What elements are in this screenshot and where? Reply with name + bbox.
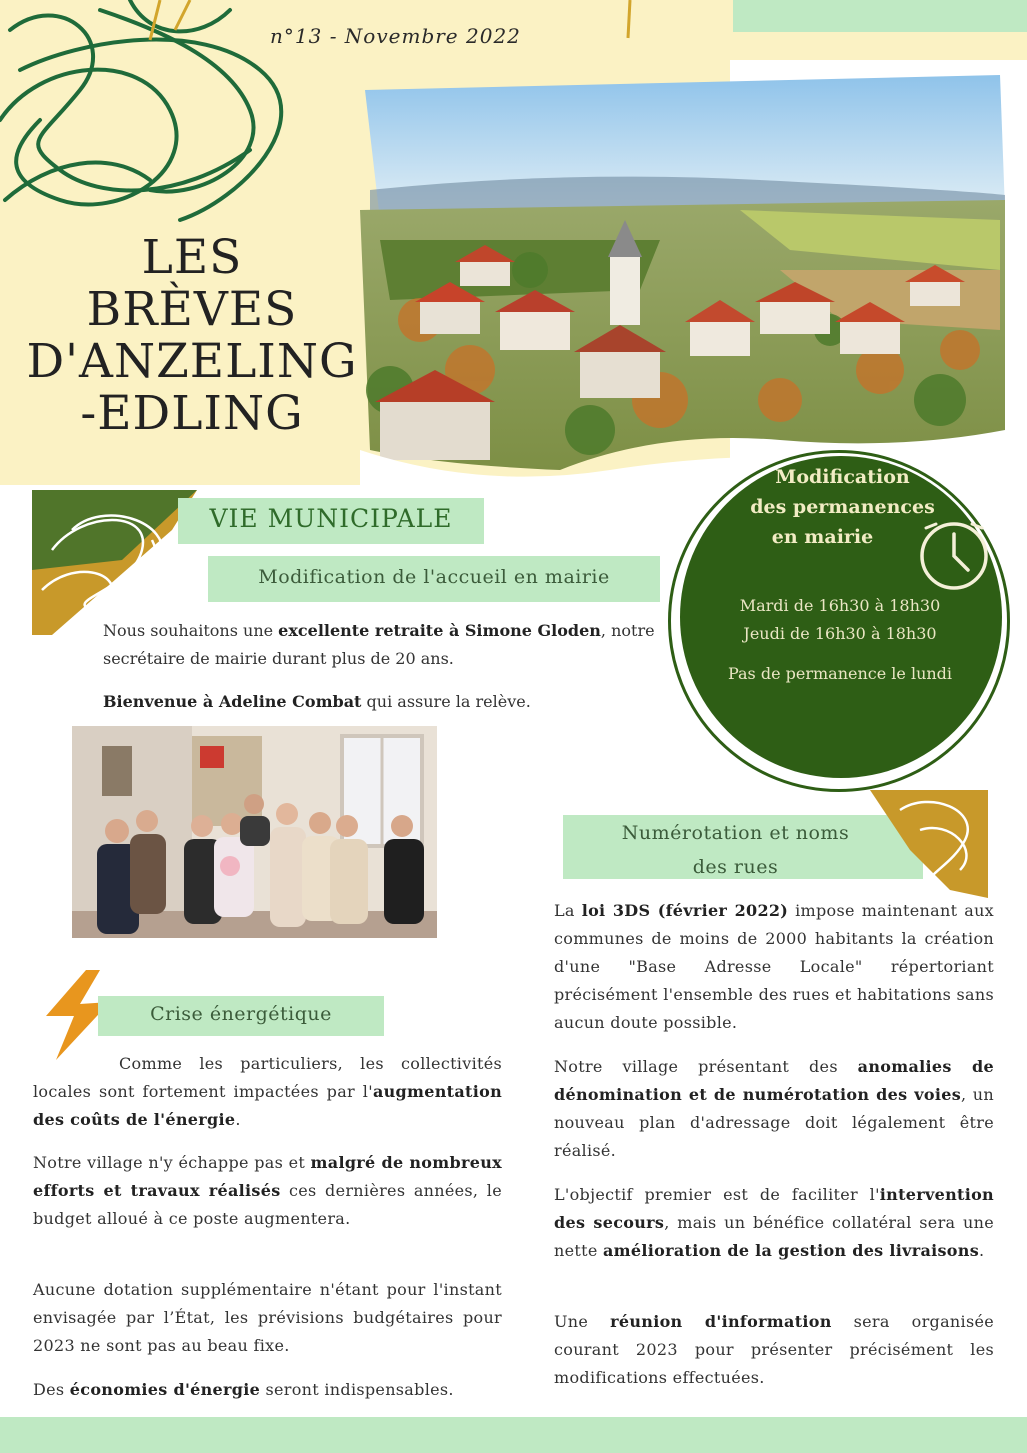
hours-tuesday: Mardi de 16h30 à 18h30 bbox=[739, 596, 941, 615]
text: Notre village présentant des bbox=[554, 1057, 858, 1076]
paragraph-numerotation-1 bbox=[554, 897, 994, 1037]
issue-number: n°13 - Novembre 2022 bbox=[270, 24, 521, 48]
bold-text: excellente retraite à Simone Gloden bbox=[278, 621, 601, 640]
permanences-title-line: Modification bbox=[775, 466, 910, 488]
title-line: BRÈVES bbox=[86, 282, 298, 337]
permanences-title-line: des permanences bbox=[750, 496, 935, 518]
label-line: Numérotation et noms bbox=[621, 822, 850, 844]
text: seront indispensables. bbox=[260, 1380, 454, 1399]
permanences-note: Pas de permanence le lundi bbox=[727, 664, 953, 683]
text: L'objectif premier est de faciliter l' bbox=[554, 1185, 880, 1204]
text: qui assure la relève. bbox=[361, 692, 531, 711]
text: Une bbox=[554, 1312, 611, 1331]
paragraph-numerotation-3 bbox=[554, 1181, 994, 1265]
scribble-decoration bbox=[0, 0, 300, 240]
title-line: -EDLING bbox=[80, 386, 304, 441]
paragraph-crise-2 bbox=[33, 1149, 502, 1233]
bold-text: intervention des secours bbox=[554, 1185, 994, 1232]
footer-accent-bar bbox=[0, 1417, 1027, 1453]
text: impose maintenant aux communes de moins de 2000 habitants la création d'une "Base Adresse Locale" répertoriant précisément l'ensemble des rues et habitations sans aucun doute possible. bbox=[554, 901, 994, 1032]
bold-text: malgré de nombreux efforts et travaux réalisés bbox=[33, 1153, 502, 1200]
village-aerial-photo bbox=[360, 70, 1010, 490]
paragraph-bienvenue bbox=[103, 688, 673, 716]
permanences-title-line: en mairie bbox=[771, 526, 874, 548]
subsection-title-numerotation bbox=[563, 816, 908, 884]
subsection-title-accueil: Modification de l'accueil en mairie bbox=[258, 566, 610, 588]
text: La bbox=[554, 901, 582, 920]
hours-thursday: Jeudi de 16h30 à 18h30 bbox=[743, 624, 937, 643]
text: , notre secrétaire de mairie durant plus de 20 ans. bbox=[103, 621, 655, 668]
bold-text: anomalies de dénomination et de numérotation des voies bbox=[554, 1057, 994, 1104]
label-line: des rues bbox=[692, 856, 779, 878]
bold-text: économies d'énergie bbox=[69, 1380, 261, 1399]
bold-text: Bienvenue à Adeline Combat bbox=[103, 692, 362, 711]
title-line: D'ANZELING bbox=[26, 334, 358, 389]
text: . bbox=[979, 1241, 985, 1260]
title-line: LES bbox=[141, 230, 243, 285]
text: . bbox=[235, 1110, 241, 1129]
bold-text: amélioration de la gestion des livraisons bbox=[603, 1241, 980, 1260]
newsletter-title bbox=[22, 232, 362, 440]
text: , un nouveau plan d'adressage doit légalement être réalisé. bbox=[554, 1085, 994, 1160]
top-accent-bar bbox=[733, 0, 1027, 32]
text: sera organisée courant 2023 pour présenter précisément les modifications effectuées. bbox=[554, 1312, 995, 1387]
stroke-decoration bbox=[600, 0, 660, 40]
bold-text: loi 3DS (février 2022) bbox=[581, 901, 789, 920]
text: , mais un bénéfice collatéral sera une nette bbox=[554, 1213, 994, 1260]
section-title-vie-municipale: VIE MUNICIPALE bbox=[209, 504, 453, 533]
group-photo bbox=[72, 726, 437, 938]
paragraph-crise-1 bbox=[33, 1050, 502, 1134]
text: Notre village n'y échappe pas et bbox=[33, 1153, 311, 1172]
paragraph-numerotation-4 bbox=[554, 1308, 994, 1392]
text: ces dernières années, le budget alloué à ce poste augmentera. bbox=[33, 1181, 502, 1228]
paragraph-crise-4 bbox=[33, 1376, 502, 1404]
text: Comme les particuliers, les collectivités locales sont fortement impactées par l' bbox=[33, 1054, 502, 1101]
paragraph-retraite bbox=[103, 617, 673, 673]
bold-text: réunion d'information bbox=[610, 1312, 832, 1331]
permanences-hours bbox=[705, 592, 975, 648]
ochre-scribble-decoration bbox=[32, 490, 197, 635]
clock-icon bbox=[918, 520, 990, 592]
text: Nous souhaitons une bbox=[103, 621, 279, 640]
text: Des bbox=[33, 1380, 70, 1399]
bold-text: augmentation des coûts de l'énergie bbox=[33, 1082, 502, 1129]
paragraph-numerotation-2 bbox=[554, 1053, 994, 1165]
paragraph-crise-3: Aucune dotation supplémentaire n'étant pour l'instant envisagée par l’État, les prévisions budgétaires pour 2023 ne sont pas au beau fixe. bbox=[33, 1280, 502, 1355]
subsection-title-crise: Crise énergétique bbox=[150, 1003, 332, 1025]
